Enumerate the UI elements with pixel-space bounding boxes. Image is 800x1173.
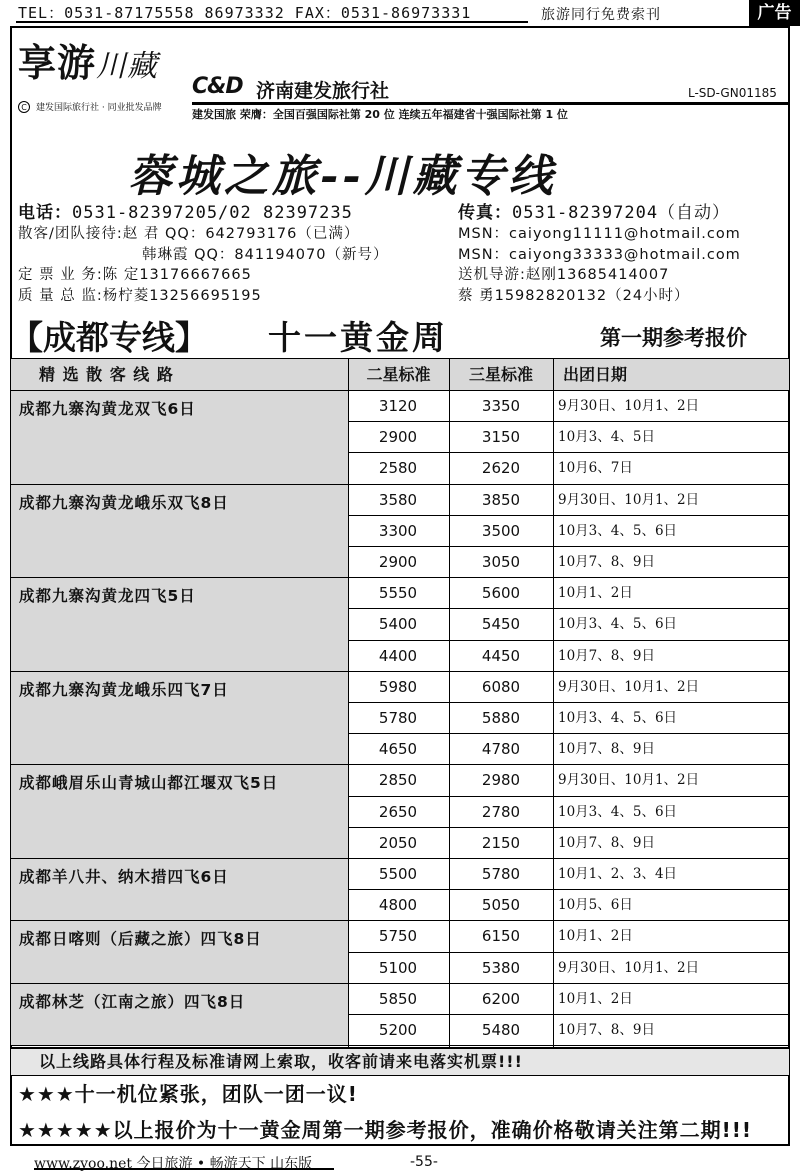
departure-dates: 10月1、2、3、4日	[558, 866, 678, 882]
price-row	[348, 453, 789, 484]
departure-dates: 10月1、2日	[558, 928, 633, 945]
contact-right-2: 送机导游:赵刚13685414007	[458, 267, 670, 283]
top-rule	[16, 21, 528, 23]
contact-left-3: 质 量 总 监:杨柠菱13256695195	[18, 288, 262, 304]
price-row	[348, 547, 789, 578]
section-title-left: 【成都专线】	[10, 318, 208, 357]
brand-caption	[18, 100, 162, 113]
price-row	[348, 921, 789, 952]
promo-line-2: ★★★★★以上报价为十一黄金周第一期参考报价，准确价格敬请关注第二期!!!	[18, 1118, 753, 1142]
contact-right-0: MSN：caiyong11111@hotmail.com	[458, 226, 741, 242]
price-three-star: 2620	[481, 459, 521, 478]
price-two-star: 3580	[378, 490, 418, 509]
ad-badge: 广告	[749, 0, 800, 26]
route-name: 成都九寨沟黄龙双飞6日	[11, 391, 348, 485]
departure-dates: 10月3、4、5、6日	[558, 522, 678, 539]
price-two-star: 4800	[378, 896, 418, 915]
route-name: 成都羊八井、纳木措四飞6日	[11, 859, 348, 921]
price-three-star: 5480	[481, 1021, 521, 1039]
price-row	[348, 672, 789, 703]
price-three-star: 6080	[481, 677, 521, 696]
route-name: 成都林芝（江南之旅）四飞8日	[11, 984, 348, 1046]
price-three-star: 3150	[481, 428, 521, 447]
departure-dates: 10月3、4、5、6日	[558, 616, 678, 633]
price-two-star: 5200	[378, 1021, 418, 1039]
departure-dates: 10月5、6日	[558, 897, 633, 914]
price-two-star: 5100	[378, 958, 418, 977]
header-three-star: 三星标准	[449, 359, 553, 391]
fax-label: 传真：	[458, 203, 512, 223]
departure-dates: 9月30日、10月1、2日	[558, 959, 700, 976]
promo-line-1: ★★★十一机位紧张，团队一团一议!	[18, 1082, 358, 1106]
price-row	[348, 609, 789, 640]
price-row	[348, 391, 789, 422]
contact-right-1: MSN：caiyong33333@hotmail.com	[458, 247, 741, 263]
price-three-star: 5780	[481, 865, 521, 883]
agency-honor: 建发国旅 荣膺：全国百强国际社第 20 位 连续五年福建省十强国际社第 1 位	[192, 108, 568, 121]
departure-dates: 10月1、2日	[558, 585, 633, 602]
departure-dates: 9月30日、10月1、2日	[558, 491, 700, 508]
header-two-star: 二星标准	[348, 359, 449, 391]
price-row	[348, 516, 789, 547]
price-row	[348, 485, 789, 516]
departure-dates: 9月30日、10月1、2日	[558, 398, 700, 414]
price-two-star: 5980	[378, 677, 418, 696]
page-title: 蓉城之旅--川藏专线	[128, 151, 557, 202]
price-two-star: 4650	[378, 740, 418, 759]
fax-value: 0531-82397204（自动）	[512, 203, 731, 223]
price-two-star: 5400	[378, 615, 418, 634]
logo-main: 享游	[18, 40, 97, 85]
price-two-star: 2900	[378, 428, 418, 447]
cd-logo: C&D	[192, 74, 243, 99]
departure-dates: 10月6、7日	[558, 460, 633, 477]
footer-text: www.zyoo.net 今日旅游 • 畅游天下 山东版	[34, 1156, 313, 1172]
price-row	[348, 890, 789, 921]
price-table	[10, 358, 790, 1048]
top-index: 旅游同行免费索刊	[541, 7, 661, 23]
contact-left-1: 韩琳霞 QQ：841194070（新号）	[142, 247, 389, 263]
price-three-star: 5600	[481, 584, 521, 603]
note-bar: 以上线路具体行程及标准请网上索取，收客前请来电落实机票!!!	[10, 1048, 790, 1076]
phone-label: 电话：	[18, 203, 72, 223]
departure-dates: 10月3、4、5、6日	[558, 803, 678, 820]
price-three-star: 3050	[481, 553, 521, 571]
price-row	[348, 765, 789, 796]
price-two-star: 5780	[378, 709, 418, 727]
price-row	[348, 641, 789, 672]
section-title-right: 第一期参考报价	[600, 325, 747, 350]
brand-caption-symbol: C	[18, 101, 30, 113]
price-three-star: 2780	[481, 802, 521, 821]
price-two-star: 2850	[378, 771, 418, 790]
price-three-star: 4780	[481, 740, 521, 759]
price-row	[348, 797, 789, 828]
price-row	[348, 578, 789, 609]
page-number: -55-	[410, 1154, 438, 1170]
departure-dates: 10月7、8、9日	[558, 1022, 655, 1038]
price-three-star: 2980	[481, 771, 521, 790]
departure-dates: 10月7、8、9日	[558, 647, 655, 664]
route-name: 成都九寨沟黄龙峨乐双飞8日	[11, 485, 348, 579]
price-row	[348, 859, 789, 890]
departure-dates: 10月3、4、5、6日	[558, 710, 678, 726]
price-two-star: 2050	[378, 833, 418, 852]
agency-name: 济南建发旅行社	[256, 80, 390, 102]
price-three-star: 6200	[481, 989, 521, 1008]
phone-value: 0531-82397205/02 82397235	[72, 203, 353, 223]
price-row	[348, 828, 789, 859]
price-two-star: 5750	[378, 927, 418, 946]
price-three-star: 6150	[481, 927, 521, 946]
route-name: 成都日喀则（后藏之旅）四飞8日	[11, 921, 348, 983]
price-two-star: 5500	[378, 865, 418, 883]
route-name: 成都九寨沟黄龙四飞5日	[11, 578, 348, 672]
agency-rule	[192, 102, 788, 105]
price-three-star: 5380	[481, 958, 521, 977]
departure-dates: 10月7、8、9日	[558, 741, 655, 758]
departure-dates: 10月3、4、5日	[558, 429, 655, 446]
section-title-mid: 十一黄金周	[268, 318, 448, 357]
price-two-star: 5850	[378, 989, 418, 1008]
price-two-star: 4400	[378, 646, 418, 665]
contact-left-2: 定 票 业 务:陈 定13176667665	[18, 267, 252, 283]
price-three-star: 5450	[481, 615, 521, 634]
price-three-star: 3350	[481, 397, 521, 415]
route-name: 成都九寨沟黄龙峨乐四飞7日	[11, 672, 348, 766]
price-three-star: 2150	[481, 833, 521, 852]
price-three-star: 5050	[481, 896, 521, 915]
departure-dates: 9月30日、10月1、2日	[558, 678, 700, 695]
brand-caption-text: 建发国际旅行社 · 同业批发品牌	[36, 103, 162, 113]
price-row	[348, 734, 789, 765]
departure-dates: 10月7、8、9日	[558, 554, 655, 570]
price-row	[348, 1015, 789, 1046]
header-route: 精 选 散 客 线 路	[11, 359, 348, 391]
price-row	[348, 422, 789, 453]
phone-line	[18, 198, 353, 223]
top-contact: TEL：0531-87175558 86973332 FAX：0531-86973331	[18, 4, 472, 22]
contact-right-3: 蔡 勇15982820132（24小时）	[458, 288, 690, 304]
top-bar	[0, 0, 800, 24]
route-name: 成都峨眉乐山青城山都江堰双飞5日	[11, 765, 348, 859]
logo-thin: 川藏	[96, 49, 159, 84]
price-three-star: 3850	[481, 490, 521, 509]
price-row	[348, 984, 789, 1015]
price-three-star: 4450	[481, 646, 521, 665]
price-two-star: 5550	[378, 584, 418, 603]
price-two-star: 3120	[378, 397, 418, 415]
price-row	[348, 703, 789, 734]
price-two-star: 2580	[378, 459, 418, 478]
departure-dates: 9月30日、10月1、2日	[558, 772, 700, 789]
header-dates: 出团日期	[553, 359, 789, 391]
price-three-star: 3500	[481, 521, 521, 540]
price-three-star: 5880	[481, 709, 521, 727]
price-two-star: 2900	[378, 553, 418, 571]
price-two-star: 2650	[378, 802, 418, 821]
brand-logo	[18, 32, 158, 87]
departure-dates: 10月1、2日	[558, 990, 633, 1007]
footer-rule	[34, 1168, 334, 1170]
contact-left-0: 散客/团队接待:赵 君 QQ：642793176（已满）	[18, 226, 360, 242]
fax-line	[458, 198, 730, 223]
departure-dates: 10月7、8、9日	[558, 834, 655, 851]
price-two-star: 3300	[378, 521, 418, 540]
license-number: L-SD-GN01185	[688, 86, 777, 100]
price-row	[348, 953, 789, 984]
